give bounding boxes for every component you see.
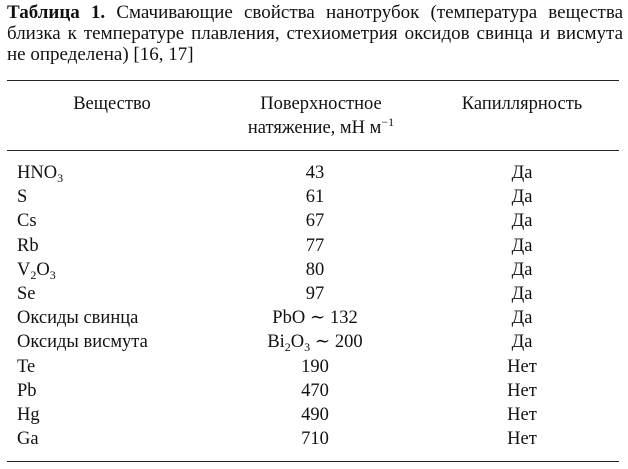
cell-substance: Rb [17, 235, 39, 256]
cell-capillarity: Да [511, 163, 533, 183]
table-row [0, 427, 628, 451]
cell-substance: Оксиды висмута [17, 332, 148, 353]
cell-substance: $V_2O_3$ [17, 259, 56, 282]
cell-substance: Оксиды свинца [17, 308, 139, 329]
header-capillarity: Капиллярность [461, 94, 583, 114]
cell-capillarity: Нет [507, 380, 537, 401]
cell-substance: Hg [17, 404, 40, 425]
cell-surface-tension: 80 [305, 259, 325, 280]
cell-capillarity: Да [511, 211, 533, 232]
caption-text: Смачивающие свойства нанотрубок (температура вещества близка к температуре плавления, стехиометрия оксидов свинца и висмута не определена) [16, 17] [7, 2, 624, 65]
cell-capillarity: Нет [507, 404, 537, 425]
table-top-rule [7, 80, 619, 81]
cell-surface-tension: $Bi_2O_3$ ∼ 200 [267, 332, 363, 355]
table-row [0, 355, 628, 379]
cell-capillarity: Да [511, 283, 533, 304]
table-row [0, 282, 628, 306]
cell-capillarity: Да [511, 259, 533, 280]
table-row [0, 330, 628, 354]
cell-surface-tension: 710 [301, 429, 329, 450]
cell-substance: Pb [17, 380, 37, 401]
table-bottom-rule [7, 461, 619, 462]
cell-surface-tension: PbO ∼ 132 [272, 308, 358, 329]
cell-surface-tension: 190 [301, 356, 329, 377]
header-surface-tension-line2: натяжение, мН м [247, 118, 382, 138]
cell-capillarity: Нет [507, 429, 537, 450]
cell-surface-tension: 61 [305, 187, 325, 208]
table-row [0, 209, 628, 233]
header-surface-tension-line1: Поверхностное [260, 94, 382, 114]
cell-surface-tension: 43 [305, 163, 325, 183]
cell-capillarity: Да [511, 332, 533, 353]
table-row [0, 161, 628, 185]
header-unit-exponent: −1 [381, 115, 395, 129]
table-row [0, 234, 628, 258]
cell-capillarity: Нет [507, 356, 537, 377]
table-caption [7, 2, 623, 65]
cell-surface-tension: 97 [305, 283, 325, 304]
table-header-rule [7, 150, 619, 151]
caption-label: Таблица 1. [7, 2, 106, 23]
header-surface-tension [217, 92, 425, 140]
cell-capillarity: Да [511, 235, 533, 256]
cell-substance: S [17, 187, 28, 208]
cell-capillarity: Да [511, 187, 533, 208]
cell-surface-tension: 470 [301, 380, 329, 401]
cell-substance: Ga [17, 429, 39, 450]
cell-capillarity: Да [511, 308, 533, 329]
cell-surface-tension: 77 [305, 235, 325, 256]
cell-substance: Se [17, 283, 36, 304]
cell-substance: Te [17, 356, 36, 377]
cell-substance: Cs [17, 211, 37, 232]
cell-substance: $HNO_3$ [17, 163, 64, 185]
header-substance: Вещество [73, 94, 151, 114]
table-row [0, 306, 628, 330]
table-row [0, 258, 628, 282]
table-body [0, 161, 628, 451]
table-row [0, 185, 628, 209]
table-row [0, 379, 628, 403]
table-row [0, 403, 628, 427]
cell-surface-tension: 67 [305, 211, 325, 232]
cell-surface-tension: 490 [301, 404, 329, 425]
